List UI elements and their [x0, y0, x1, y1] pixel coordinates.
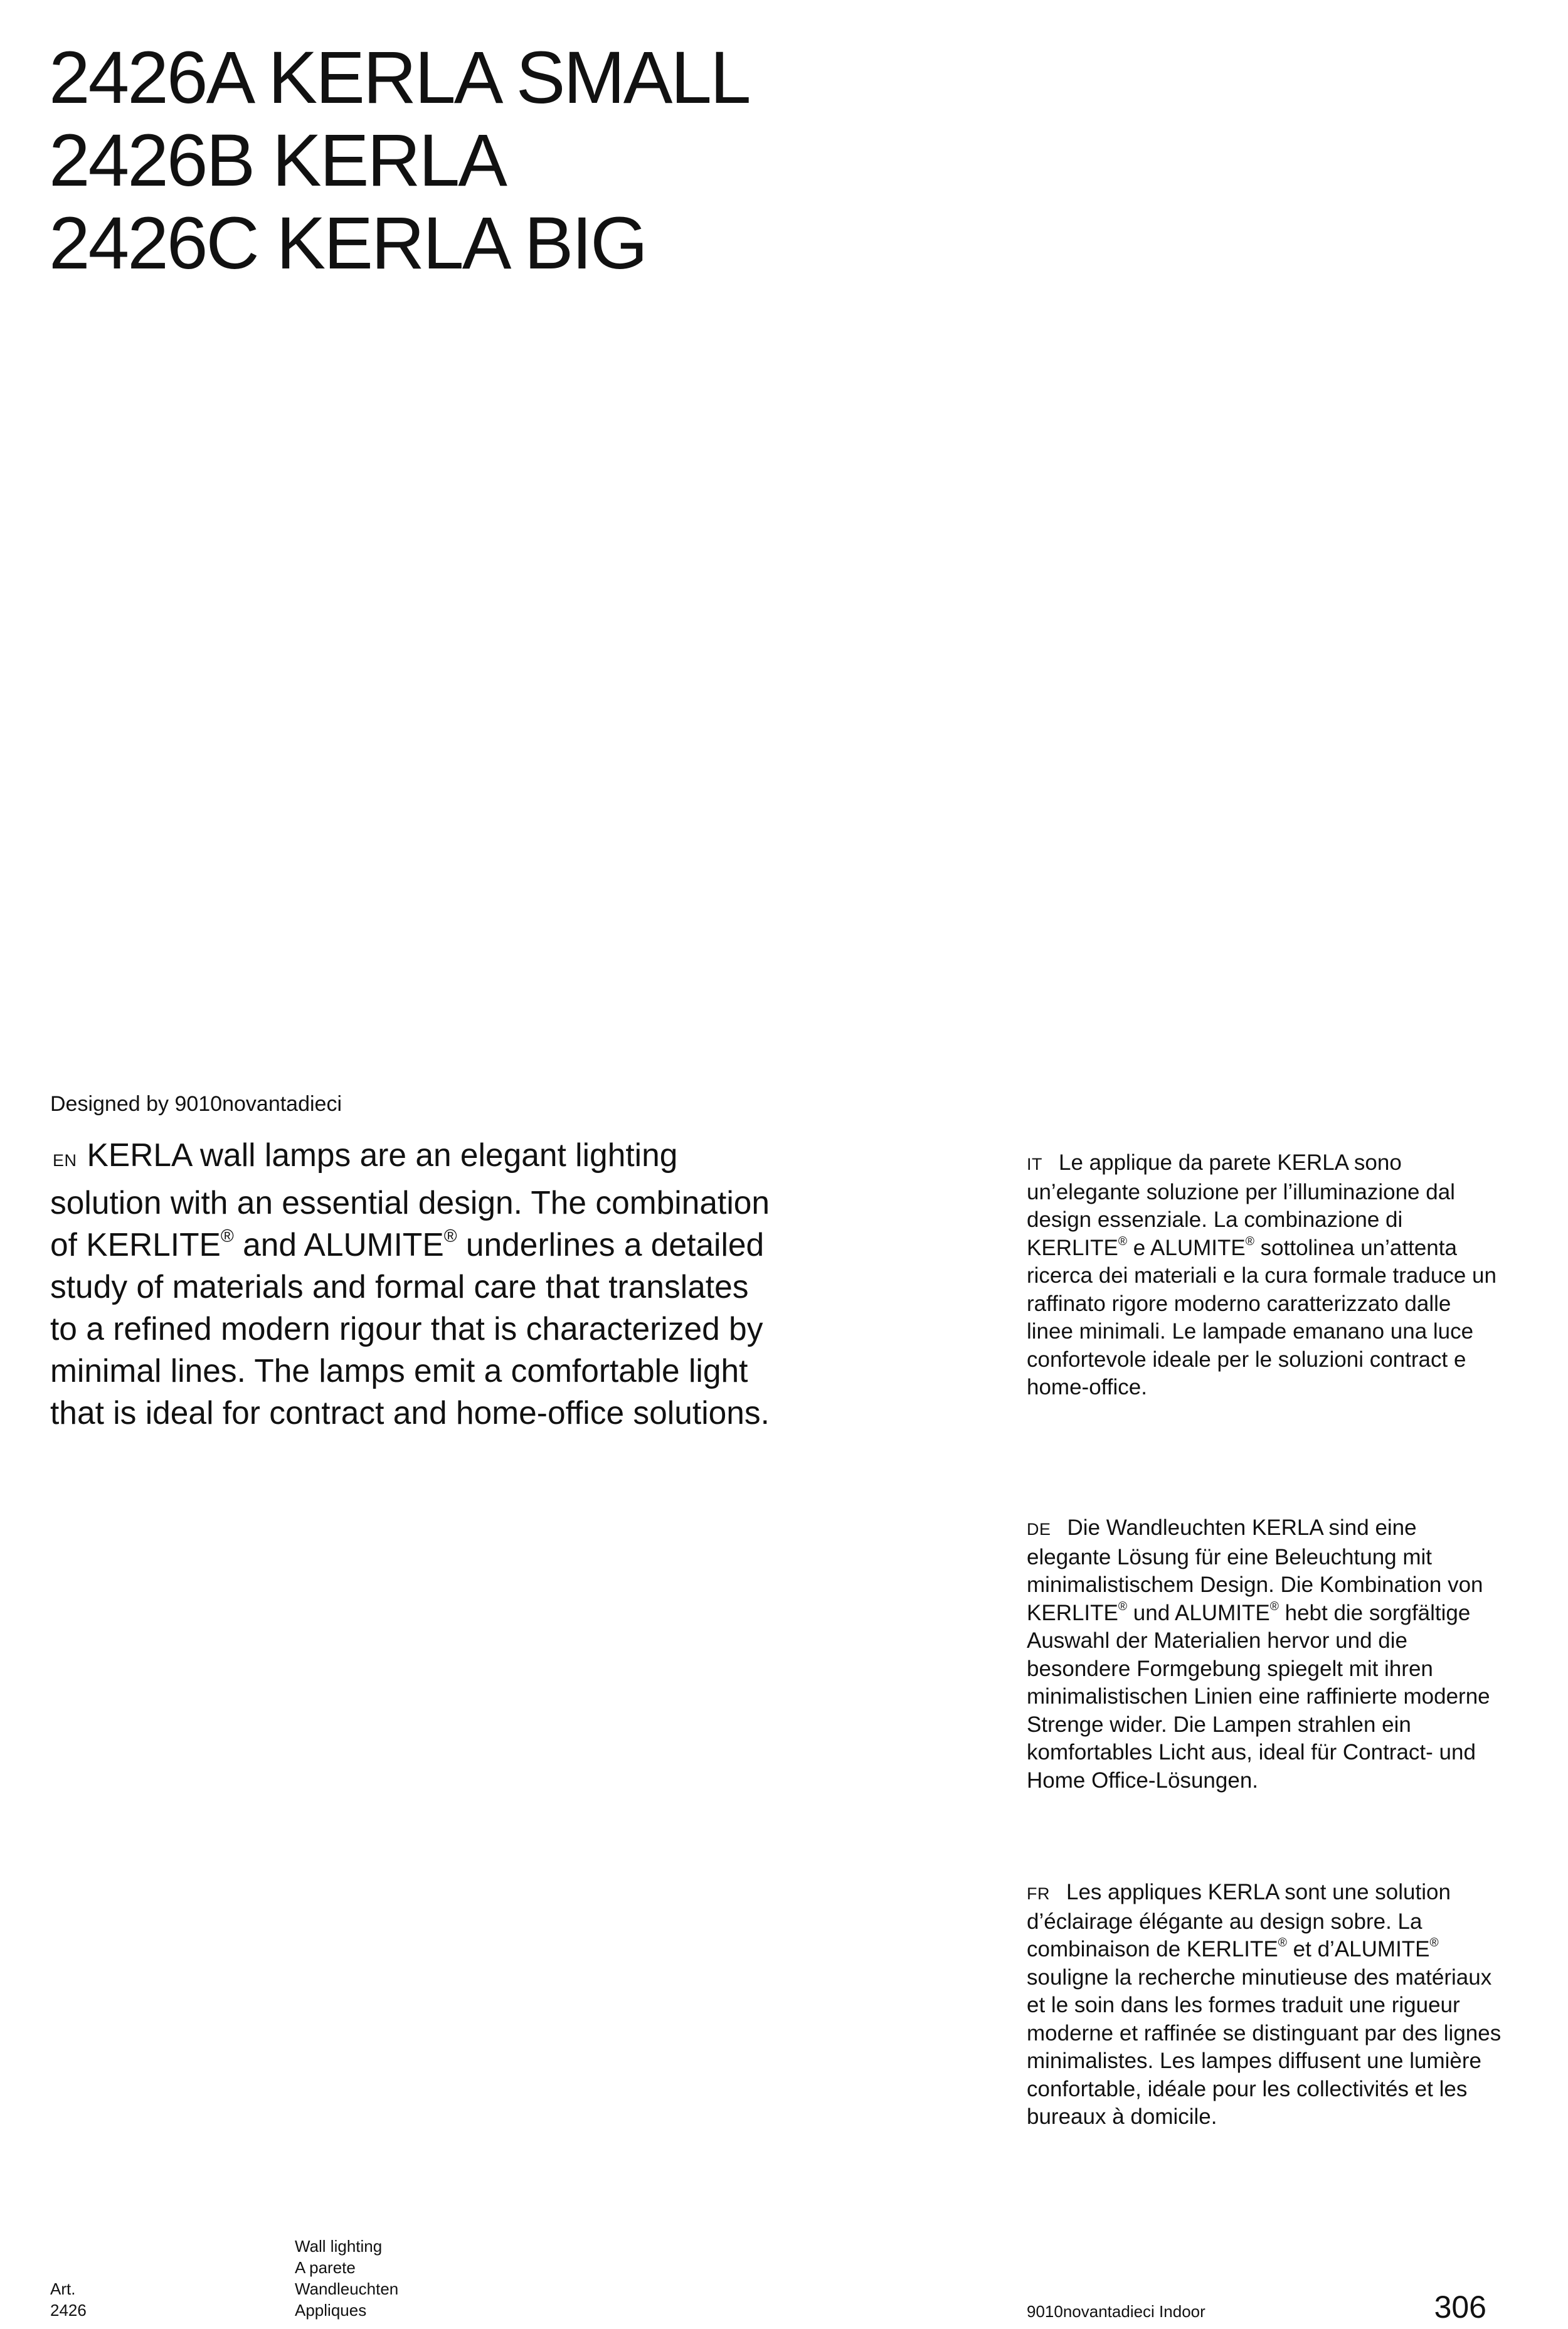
designer-credit: Designed by 9010novantadieci: [50, 1092, 342, 1116]
category-en: Wall lighting: [295, 2237, 383, 2256]
article-number: 2426: [50, 2301, 87, 2320]
registered-mark: ®: [1429, 1936, 1439, 1950]
category-list: [295, 2236, 398, 2321]
description-fr-text-1: Les appliques KERLA sont une solution d’éclairage élégante au design sobre. La combinaison de KERLITE: [1027, 1880, 1451, 1961]
registered-mark: ®: [1118, 1234, 1128, 1248]
footer-brand: 9010novantadieci Indoor: [1027, 2302, 1205, 2321]
description-en: [50, 1134, 771, 1434]
language-tag-fr: FR: [1027, 1884, 1050, 1903]
registered-mark: ®: [1245, 1234, 1254, 1248]
description-de-text-2: und ALUMITE: [1127, 1600, 1270, 1625]
description-fr: [1027, 1879, 1503, 2131]
registered-mark: ®: [1118, 1600, 1128, 1613]
description-de: [1027, 1514, 1503, 1795]
description-fr-text-2: et d’ALUMITE: [1286, 1937, 1430, 1961]
description-de-text-3: hebt die sorgfältige Auswahl der Materialien hervor und die besondere Formgebung spiegelt mit ihren minimalistischen Linien eine raffinierte moderne Strenge wider. Die Lampen strahlen ein komfortables Licht aus, ideal für Contract- und Home Office-Lösungen.: [1027, 1600, 1490, 1793]
description-en-text-2: and ALUMITE: [233, 1226, 444, 1263]
registered-mark: ®: [1269, 1600, 1279, 1613]
category-it: A parete: [295, 2258, 356, 2277]
language-tag-it: IT: [1027, 1155, 1042, 1174]
title-line-2426a: 2426A KERLA SMALL: [49, 36, 750, 119]
category-fr: Appliques: [295, 2301, 367, 2320]
page-number: 306: [1434, 2289, 1486, 2325]
category-de: Wandleuchten: [295, 2279, 399, 2298]
registered-mark: ®: [220, 1226, 234, 1246]
title-line-2426b: 2426B KERLA: [49, 119, 506, 202]
registered-mark: ®: [1278, 1936, 1287, 1950]
registered-mark: ®: [443, 1226, 457, 1246]
title-line-2426c: 2426C KERLA BIG: [49, 202, 647, 285]
language-tag-en: EN: [53, 1151, 77, 1170]
language-tag-de: DE: [1027, 1520, 1051, 1539]
description-it-text-3: sottolinea un’attenta ricerca dei materiali e la cura formale traduce un raffinato rigore moderno caratterizzato dalle linee minimali. Le lampade emanano una luce confortevole ideale per le soluzioni contract e home-office.: [1027, 1235, 1496, 1399]
page-title: [49, 36, 1178, 285]
description-en-text-1: KERLA wall lamps are an elegant lighting solution with an essential design. The combination of KERLITE: [50, 1137, 770, 1263]
description-de-text-1: Die Wandleuchten KERLA sind eine elegante Lösung für eine Beleuchtung mit minimalistischem Design. Die Kombination von KERLITE: [1027, 1515, 1483, 1625]
description-it: [1027, 1149, 1503, 1402]
description-fr-text-3: souligne la recherche minutieuse des matériaux et le soin dans les formes traduit une rigueur moderne et raffinée se distinguant par des lignes minimalistes. Les lampes diffusent une lumière confortable, idéale pour les collectivités et les bureaux à domicile.: [1027, 1965, 1502, 2129]
description-it-text-2: e ALUMITE: [1127, 1235, 1246, 1260]
description-en-text-3: underlines a detailed study of materials and formal care that translates to a refined modern rigour that is characterized by minimal lines. The lamps emit a comfortable light that is ideal for contract and home-office solutions.: [50, 1226, 770, 1431]
article-label: Art.: [50, 2279, 76, 2298]
description-it-text-1: Le applique da parete KERLA sono un’elegante soluzione per l’illuminazione dal design essenziale. La combinazione di KERLITE: [1027, 1150, 1455, 1260]
